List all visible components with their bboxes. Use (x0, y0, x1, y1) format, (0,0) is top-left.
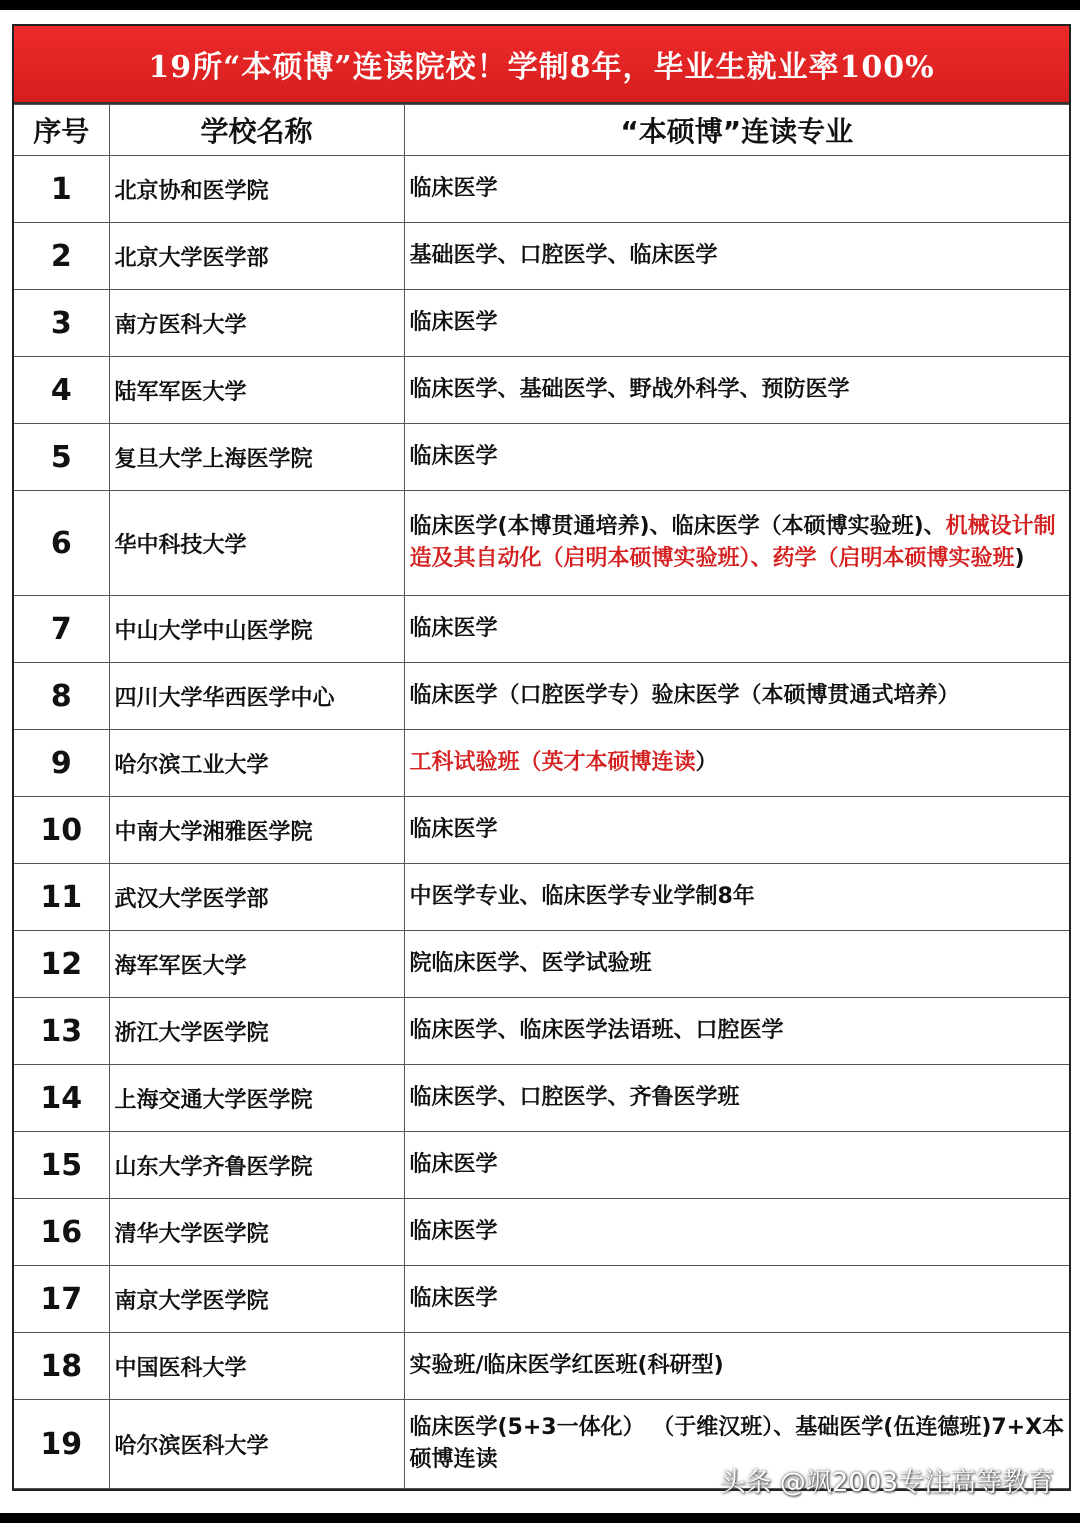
school-name: 哈尔滨医科大学 (109, 1400, 404, 1489)
school-name: 中国医科大学 (109, 1333, 404, 1400)
school-name: 山东大学齐鲁医学院 (109, 1132, 404, 1199)
row-number: 16 (14, 1199, 109, 1266)
major-text: 临床医学、临床医学法语班、口腔医学 (409, 1018, 784, 1043)
row-number: 12 (14, 931, 109, 998)
major-text: ) (1014, 546, 1025, 571)
table-row (14, 357, 1069, 424)
major-text: 临床医学 (409, 616, 498, 641)
major-text: 临床医学（口腔医学专）验床医学（本硕博贯通式培养） (409, 683, 960, 708)
school-name: 陆军军医大学 (109, 357, 404, 424)
major-text: 临床医学 (409, 176, 498, 201)
major-text: 临床医学(本博贯通培养)、临床医学（本硕博实验班)、 (409, 514, 946, 539)
row-number: 10 (14, 797, 109, 864)
school-name: 海军军医大学 (109, 931, 404, 998)
school-name: 武汉大学医学部 (109, 864, 404, 931)
major-text: 临床医学、基础医学、野战外科学、预防医学 (409, 377, 850, 402)
school-name: 清华大学医学院 (109, 1199, 404, 1266)
row-number: 18 (14, 1333, 109, 1400)
row-number: 17 (14, 1266, 109, 1333)
school-name: 中南大学湘雅医学院 (109, 797, 404, 864)
table-row (14, 156, 1069, 223)
school-name: 中山大学中山医学院 (109, 596, 404, 663)
major-cell (404, 931, 1069, 998)
row-number: 6 (14, 491, 109, 596)
table-row (14, 730, 1069, 797)
row-number: 8 (14, 663, 109, 730)
major-cell (404, 1132, 1069, 1199)
row-number: 15 (14, 1132, 109, 1199)
table-row (14, 931, 1069, 998)
major-text: 临床医学 (409, 310, 498, 335)
title-banner (14, 26, 1069, 104)
school-name: 上海交通大学医学院 (109, 1065, 404, 1132)
table-row (14, 1266, 1069, 1333)
school-name: 北京大学医学部 (109, 223, 404, 290)
major-text: 院临床医学、医学试验班 (409, 951, 652, 976)
table-row (14, 491, 1069, 596)
table-row (14, 864, 1069, 931)
major-text: 临床医学(5+3一体化） （于维汉班）、基础医学(伍连德班)7+X本硕博连读 (409, 1415, 1065, 1472)
page-title: 19所“本硕博”连读院校！学制8年，毕业生就业率100% (148, 50, 935, 85)
major-text: 中医学专业、临床医学专业学制8年 (409, 884, 755, 909)
school-name: 华中科技大学 (109, 491, 404, 596)
major-cell (404, 730, 1069, 797)
row-number: 9 (14, 730, 109, 797)
table-row (14, 1132, 1069, 1199)
row-number: 3 (14, 290, 109, 357)
school-name: 南方医科大学 (109, 290, 404, 357)
row-number: 4 (14, 357, 109, 424)
table-row (14, 223, 1069, 290)
major-cell (404, 596, 1069, 663)
major-cell (404, 223, 1069, 290)
major-cell (404, 357, 1069, 424)
major-text: 临床医学 (409, 444, 498, 469)
major-cell (404, 663, 1069, 730)
major-text: ） (695, 750, 718, 775)
school-name: 哈尔滨工业大学 (109, 730, 404, 797)
major-cell (404, 491, 1069, 596)
table-header-row (14, 105, 1069, 156)
major-cell (404, 1266, 1069, 1333)
school-table-frame (12, 24, 1071, 1491)
major-text: 工科试验班（英才本硕博连读 (409, 750, 696, 775)
major-text: 临床医学 (409, 1219, 498, 1244)
major-cell (404, 797, 1069, 864)
school-name: 北京协和医学院 (109, 156, 404, 223)
major-cell (404, 1333, 1069, 1400)
major-text: 临床医学 (409, 1286, 498, 1311)
major-text: 临床医学、口腔医学、齐鲁医学班 (409, 1085, 740, 1110)
row-number: 2 (14, 223, 109, 290)
major-cell (404, 1065, 1069, 1132)
school-name: 四川大学华西医学中心 (109, 663, 404, 730)
major-cell (404, 1199, 1069, 1266)
school-name: 南京大学医学院 (109, 1266, 404, 1333)
table-row (14, 998, 1069, 1065)
row-number: 5 (14, 424, 109, 491)
major-text: 基础医学、口腔医学、临床医学 (409, 243, 718, 268)
major-text: 实验班/临床医学红医班(科研型) (409, 1353, 724, 1378)
table-row (14, 797, 1069, 864)
school-name: 浙江大学医学院 (109, 998, 404, 1065)
school-name: 复旦大学上海医学院 (109, 424, 404, 491)
major-cell (404, 998, 1069, 1065)
row-number: 19 (14, 1400, 109, 1489)
table-row (14, 424, 1069, 491)
row-number: 14 (14, 1065, 109, 1132)
header-major: “本硕博”连读专业 (404, 105, 1069, 156)
header-school: 学校名称 (109, 105, 404, 156)
watermark: 头条 @飒2003专注高等教育 (719, 1468, 1054, 1498)
school-table (14, 104, 1069, 1489)
major-text: 临床医学 (409, 1152, 498, 1177)
table-row (14, 596, 1069, 663)
major-cell (404, 424, 1069, 491)
table-row (14, 1333, 1069, 1400)
row-number: 7 (14, 596, 109, 663)
row-number: 11 (14, 864, 109, 931)
major-cell (404, 864, 1069, 931)
table-row (14, 1199, 1069, 1266)
major-text: 机械设计制造及其自动化（启明本硕博实验班）、药学（启明本硕博实验班 (409, 514, 1056, 571)
row-number: 13 (14, 998, 109, 1065)
bottom-border (0, 1513, 1080, 1523)
major-text: 临床医学 (409, 817, 498, 842)
major-cell (404, 156, 1069, 223)
table-row (14, 290, 1069, 357)
table-body (14, 156, 1069, 1489)
major-cell (404, 290, 1069, 357)
table-row (14, 663, 1069, 730)
header-no: 序号 (14, 105, 109, 156)
row-number: 1 (14, 156, 109, 223)
table-row (14, 1065, 1069, 1132)
document-sheet (0, 10, 1080, 1513)
